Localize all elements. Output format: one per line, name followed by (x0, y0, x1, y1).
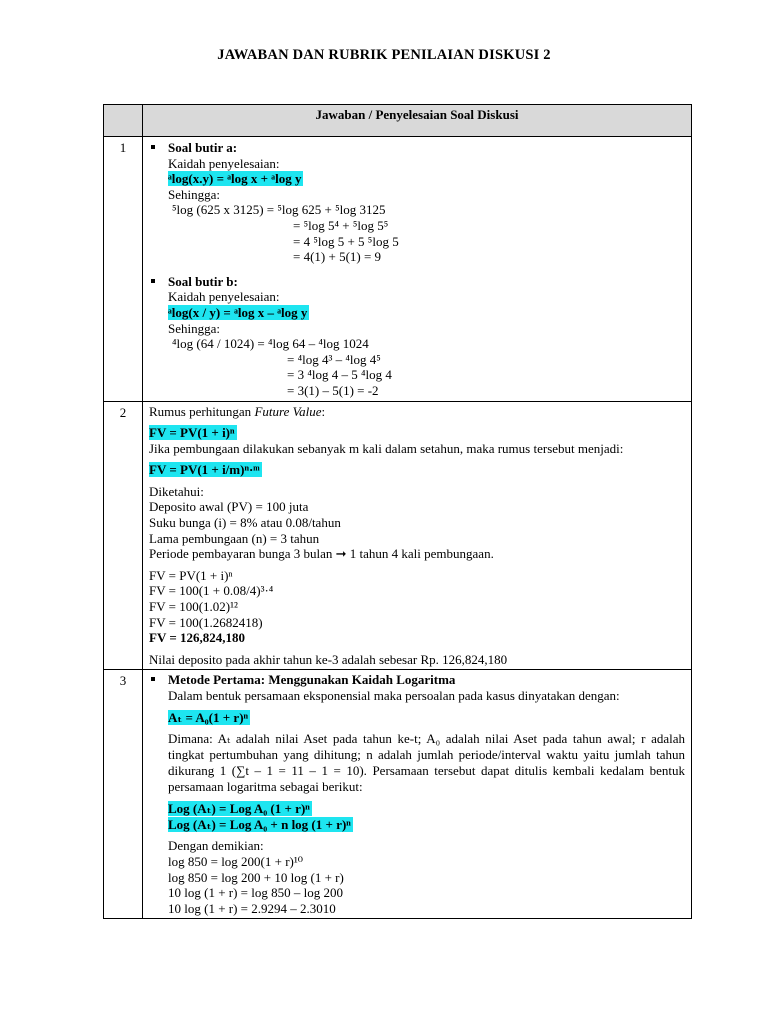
row-content-2 (143, 401, 692, 670)
part-b-step-3: = 3 ⁴log 4 – 5 ⁴log 4 (287, 367, 392, 383)
table-header-row (104, 105, 692, 137)
part-a-step-2: = ⁵log 5⁴ + ⁵log 5⁵ (293, 217, 389, 233)
growth-formula: Aₜ = A₀(1 + r)ⁿ (168, 709, 249, 725)
method-intro: Dalam bentuk persamaan eksponensial maka persoalan pada kasus dinyatakan dengan: (168, 688, 620, 703)
part-a-rule-label: Kaidah penyelesaian: (168, 155, 280, 171)
calc-step: FV = 100(1 + 0.08/4)³·⁴ (149, 583, 274, 599)
fv-formula-1: FV = PV(1 + i)ⁿ (149, 425, 235, 441)
row-number: 3 (104, 670, 143, 919)
part-b-therefore: Sehingga: (168, 320, 220, 336)
answer-table (103, 104, 692, 919)
known-item: Lama pembungaan (n) = 3 tahun (149, 530, 320, 546)
bullet-square-icon (151, 145, 155, 149)
table-row-3 (104, 670, 692, 919)
part-b-rule-formula: ᵃlog(x / y) = ᵃlog x – ᵃlog y (168, 304, 308, 320)
part-a-rule-formula: ᵃlog(x.y) = ᵃlog x + ᵃlog y (168, 171, 302, 187)
row-number: 1 (104, 137, 143, 402)
row-content-3 (143, 670, 692, 919)
page-title: JAWABAN DAN RUBRIK PENILAIAN DISKUSI 2 (217, 47, 551, 63)
part-a-heading: Soal butir a: (149, 140, 685, 156)
table-row-1 (104, 137, 692, 402)
method-step: log 850 = log 200 + 10 log (1 + r) (168, 869, 344, 885)
known-item: Suku bunga (i) = 8% atau 0.08/tahun (149, 515, 341, 531)
fv-conclusion: Nilai deposito pada akhir tahun ke-3 adalah sebesar Rp. 126,824,180 (149, 651, 508, 667)
calc-step: FV = 100(1.02)¹² (149, 599, 238, 615)
known-item: Deposito awal (PV) = 100 juta (149, 499, 309, 515)
method-heading: Metode Pertama: Menggunakan Kaidah Logaritma (149, 672, 685, 688)
method-step: 10 log (1 + r) = log 850 – log 200 (168, 885, 343, 901)
log-formula-2: Log (Aₜ) = Log A₀ + n log (1 + r)ⁿ (168, 816, 351, 832)
table-row-2 (104, 401, 692, 670)
part-a-step-4: = 4(1) + 5(1) = 9 (293, 249, 382, 265)
method-explanation: Dimana: Aₜ adalah nilai Aset pada tahun ke-t; A₀ adalah nilai Aset pada tahun awal; r adalah tingkat pertumbuhan yang dihitung; n adalah jumlah periode/interval waktu yaitu jumlah tahun dikurang 1 (∑t – 1 = 11 – 1 = 10). Persamaan tersebut dapat ditulis kembali kedalam bentuk persamaan logaritma sebagai berikut: (168, 731, 685, 795)
table-header: Jawaban / Penyelesaian Soal Diskusi (143, 105, 692, 137)
known-label: Diketahui: (149, 483, 204, 499)
log-formula-1: Log (Aₜ) = Log A₀ (1 + r)ⁿ (168, 801, 310, 817)
part-b-step-4: = 3(1) – 5(1) = -2 (287, 382, 379, 398)
part-b-step-1: ⁴log (64 / 1024) = ⁴log 64 – ⁴log 1024 (172, 336, 369, 352)
fv-intro: Rumus perhitungan Future Value: (149, 403, 326, 419)
row-content-1 (143, 137, 692, 402)
fv-intro-italic: Future Value (254, 403, 322, 419)
bullet-square-icon (151, 677, 155, 681)
part-a-therefore: Sehingga: (168, 186, 220, 202)
calc-step: FV = 100(1.2682418) (149, 614, 263, 630)
fv-sentence: Jika pembungaan dilakukan sebanyak m kali dalam setahun, maka rumus tersebut menjadi: (149, 440, 624, 456)
part-a-step-1: ⁵log (625 x 3125) = ⁵log 625 + ⁵log 3125 (172, 202, 386, 218)
part-b-step-2: = ⁴log 4³ – ⁴log 4⁵ (287, 351, 381, 367)
part-b-heading: Soal butir b: (149, 274, 685, 290)
part-b-rule-label: Kaidah penyelesaian: (168, 289, 280, 305)
method-therefore: Dengan demikian: (168, 838, 264, 854)
known-item: Periode pembayaran bunga 3 bulan ➞ 1 tahun 4 kali pembungaan. (149, 546, 494, 562)
header-number-cell (104, 105, 143, 137)
method-step: log 850 = log 200(1 + r)¹⁰ (168, 853, 303, 869)
row-number: 2 (104, 401, 143, 670)
part-a-step-3: = 4 ⁵log 5 + 5 ⁵log 5 (293, 233, 399, 249)
method-step: 10 log (1 + r) = 2.9294 – 2.3010 (168, 900, 336, 916)
calc-step: FV = PV(1 + i)ⁿ (149, 567, 233, 583)
bullet-square-icon (151, 279, 155, 283)
fv-formula-2: FV = PV(1 + i/m)ⁿ·ᵐ (149, 462, 260, 478)
calc-result: FV = 126,824,180 (149, 630, 246, 646)
